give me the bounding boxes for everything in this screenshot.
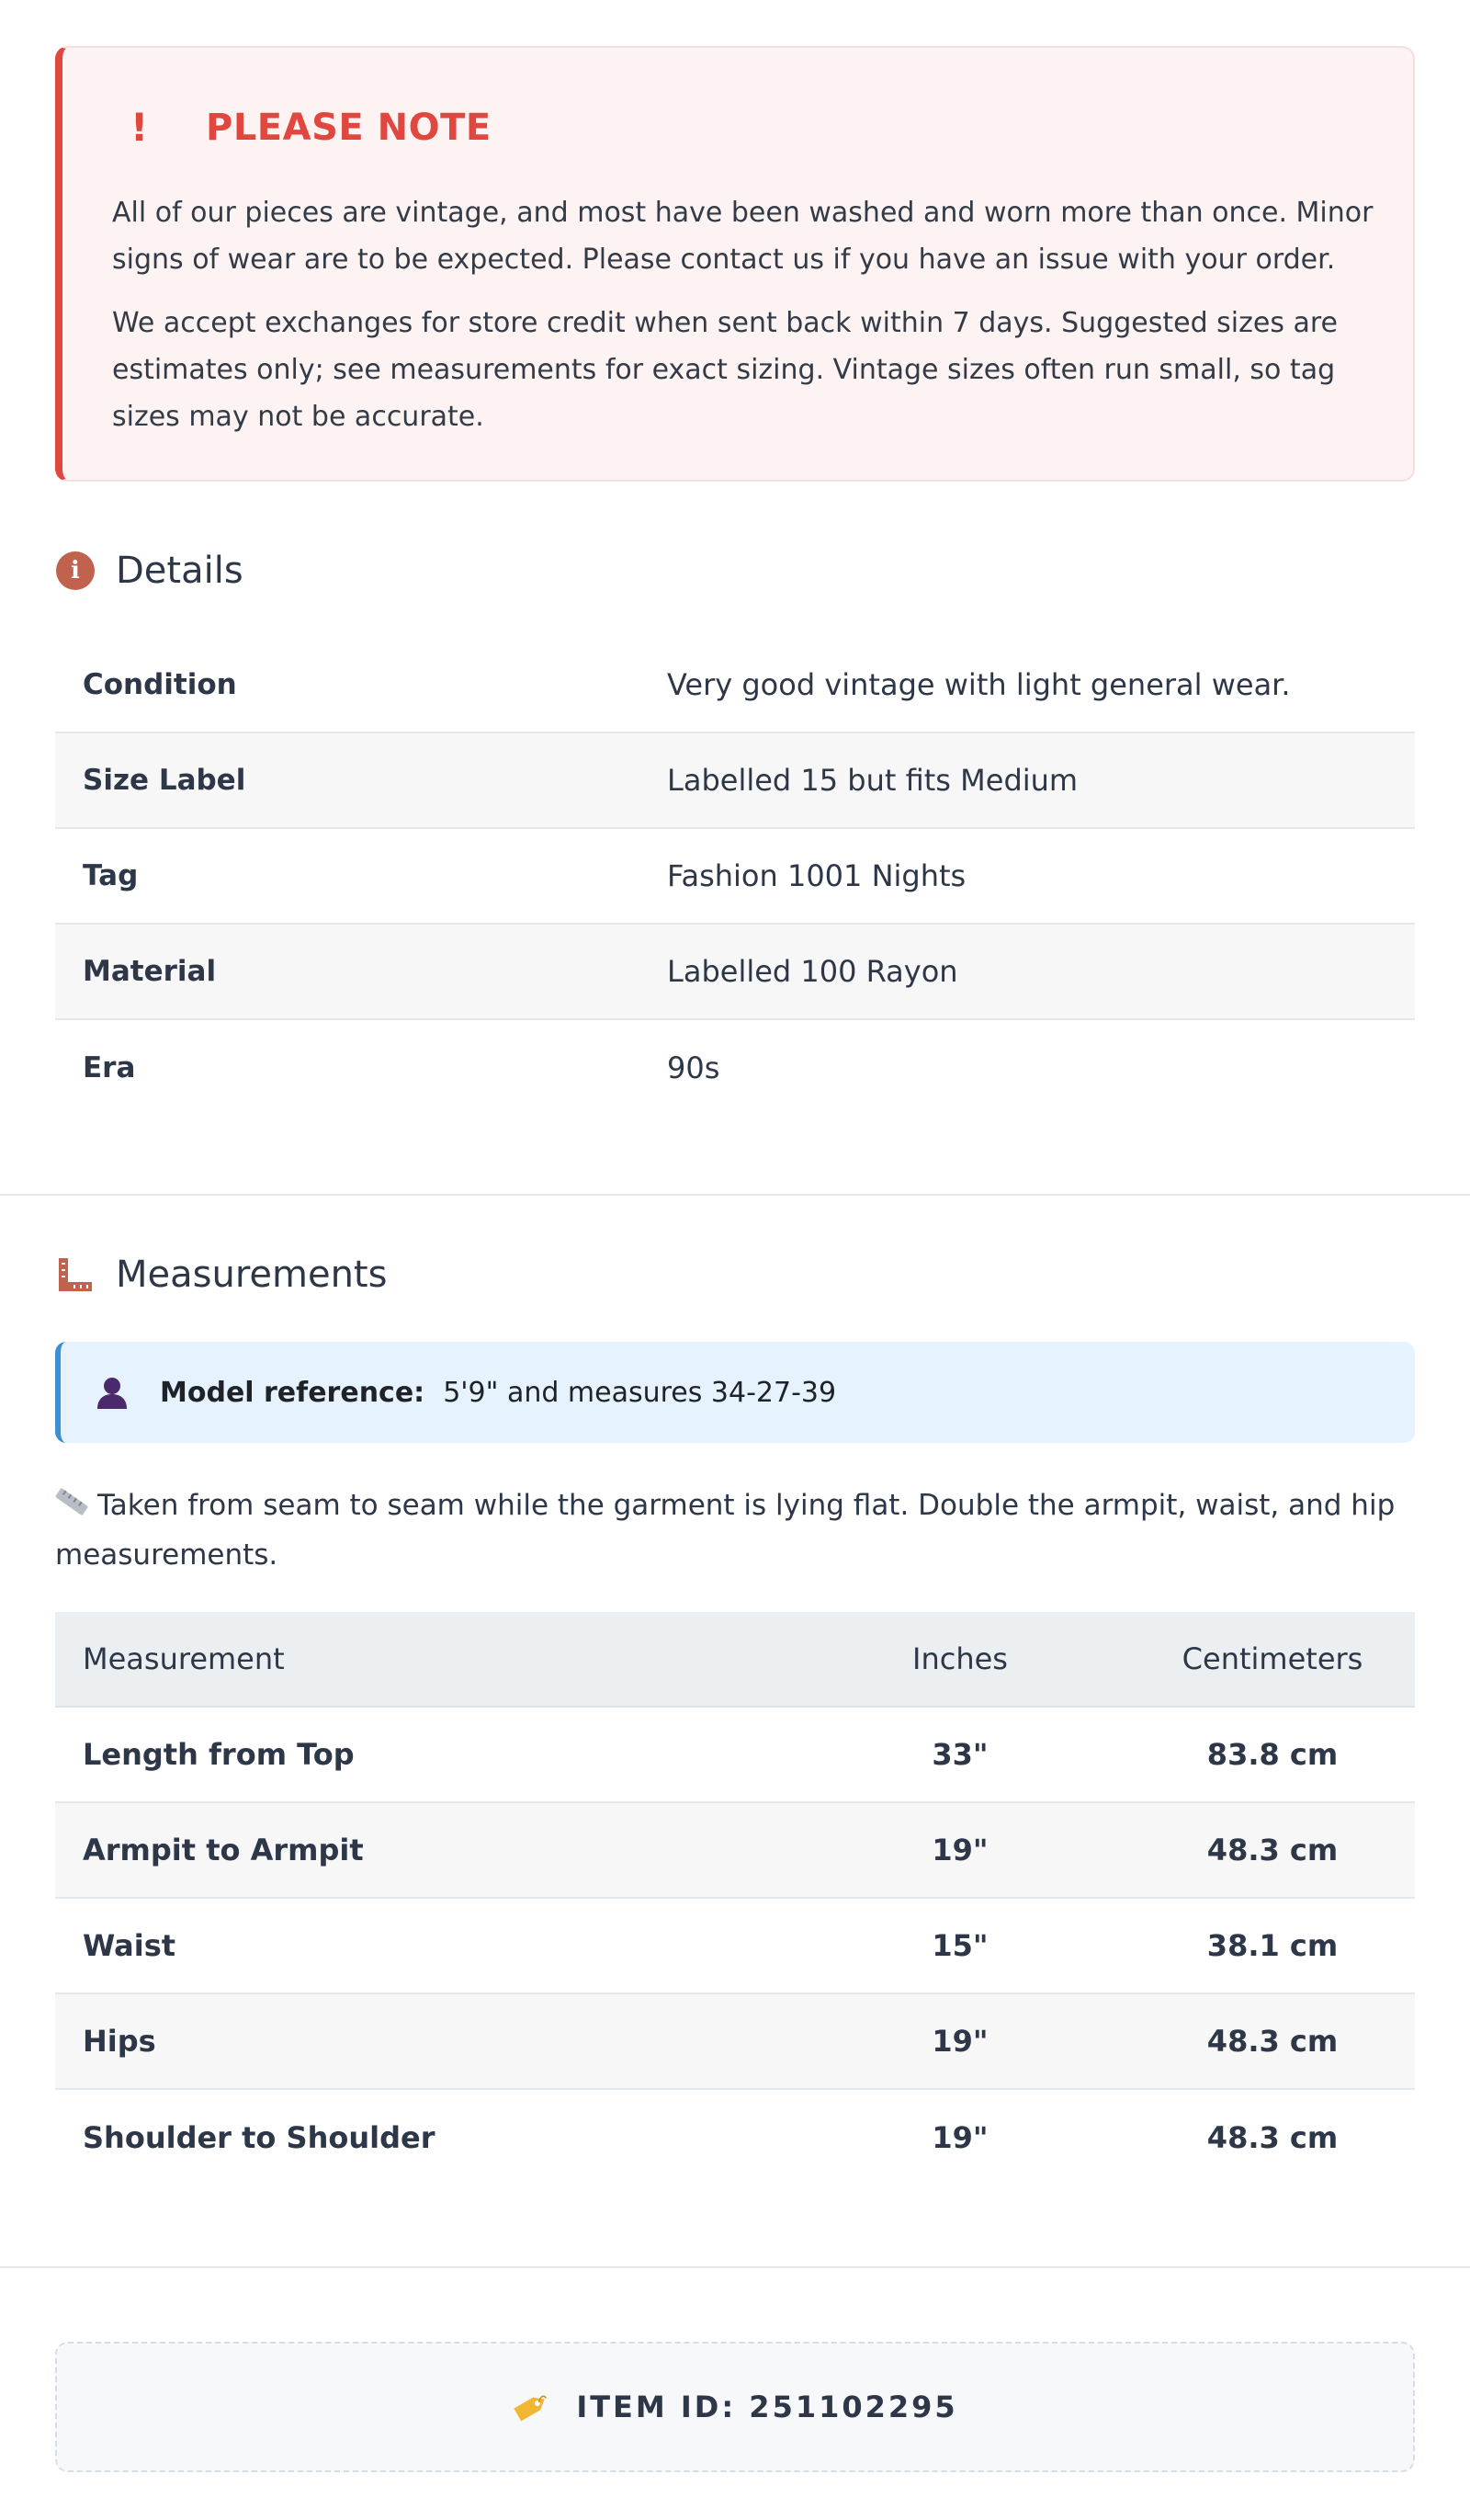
measurement-name: Shoulder to Shoulder: [83, 2120, 435, 2155]
tag-icon: [512, 2390, 550, 2424]
measurement-name: Armpit to Armpit: [83, 1833, 364, 1867]
detail-label: Condition: [83, 668, 237, 701]
table-row: [55, 1899, 1415, 1994]
measurement-cm: 38.1 cm: [1206, 1928, 1339, 1963]
item-id-value: 251102295: [749, 2389, 958, 2424]
person-icon: [94, 1374, 130, 1411]
info-icon: i: [55, 551, 96, 591]
details-table: [55, 638, 1415, 1116]
detail-label: Material: [83, 955, 217, 988]
detail-value: Labelled 100 Rayon: [667, 954, 958, 989]
table-row: [55, 925, 1415, 1020]
table-row: [55, 1803, 1415, 1899]
notice-header: [130, 105, 492, 150]
measurement-name: Length from Top: [83, 1737, 355, 1772]
ruler-triangle-icon: [55, 1254, 96, 1295]
measurements-heading: [55, 1254, 387, 1296]
measurements-title: Measurements: [116, 1254, 388, 1296]
table-row: [55, 1994, 1415, 2090]
measurement-inches: 19": [932, 2120, 989, 2155]
column-header: Inches: [912, 1641, 1008, 1676]
detail-label: Size Label: [83, 764, 246, 797]
table-row: [55, 829, 1415, 925]
detail-value: Labelled 15 but fits Medium: [667, 763, 1079, 798]
exclamation-icon: !: [130, 105, 149, 150]
measurement-name: Hips: [83, 2024, 156, 2059]
measurements-table: [55, 1612, 1415, 2185]
measurement-inches: 19": [932, 2024, 989, 2059]
detail-value: Fashion 1001 Nights: [667, 858, 967, 893]
item-id-box: [55, 2342, 1415, 2472]
measurement-name: Waist: [83, 1928, 176, 1963]
measurement-inches: 33": [932, 1737, 989, 1772]
column-header: Centimeters: [1182, 1641, 1363, 1676]
section-divider: [0, 1194, 1470, 1196]
measurement-inches: 19": [932, 1833, 989, 1867]
table-row: [55, 733, 1415, 829]
section-divider: [0, 2266, 1470, 2268]
table-row: [55, 1708, 1415, 1803]
notice-paragraph: We accept exchanges for store credit when sent back within 7 days. Suggested sizes are estimates only; see measurements for exact sizing. Vintage sizes often run small, so tag sizes may not be accurate.: [112, 307, 1339, 433]
detail-label: Era: [83, 1051, 136, 1084]
column-header: Measurement: [83, 1641, 285, 1676]
detail-value: Very good vintage with light general wear.: [667, 667, 1291, 702]
table-row: [55, 638, 1415, 733]
detail-value: 90s: [667, 1050, 720, 1085]
item-id-text: [576, 2389, 957, 2424]
notice-paragraph: All of our pieces are vintage, and most have been washed and worn more than once. Minor signs of wear are to be expected. Please contact us if you have an issue with your order.: [112, 197, 1374, 276]
table-row: [55, 1020, 1415, 1116]
item-id-label: ITEM ID:: [576, 2389, 737, 2424]
details-title: Details: [116, 550, 243, 592]
detail-label: Tag: [83, 859, 139, 892]
notice-title: PLEASE NOTE: [206, 106, 492, 149]
model-reference-value: 5'9" and measures 34-27-39: [443, 1376, 837, 1409]
model-reference-label: Model reference:: [160, 1376, 425, 1409]
measurement-cm: 48.3 cm: [1206, 2024, 1339, 2059]
details-heading: [55, 550, 243, 592]
measurement-cm: 83.8 cm: [1206, 1737, 1339, 1772]
please-note-alert: [55, 46, 1415, 482]
measurement-cm: 48.3 cm: [1206, 2120, 1339, 2155]
model-reference-box: [55, 1342, 1415, 1443]
measurement-inches: 15": [932, 1928, 989, 1963]
measurement-note-text: Taken from seam to seam while the garment is lying flat. Double the armpit, waist, and hip measurements.: [55, 1489, 1396, 1572]
table-row: [55, 2090, 1415, 2185]
measurement-cm: 48.3 cm: [1206, 1833, 1339, 1867]
measurement-note: [55, 1481, 1415, 1579]
table-header: [55, 1612, 1415, 1708]
ruler-icon: [55, 1483, 88, 1531]
